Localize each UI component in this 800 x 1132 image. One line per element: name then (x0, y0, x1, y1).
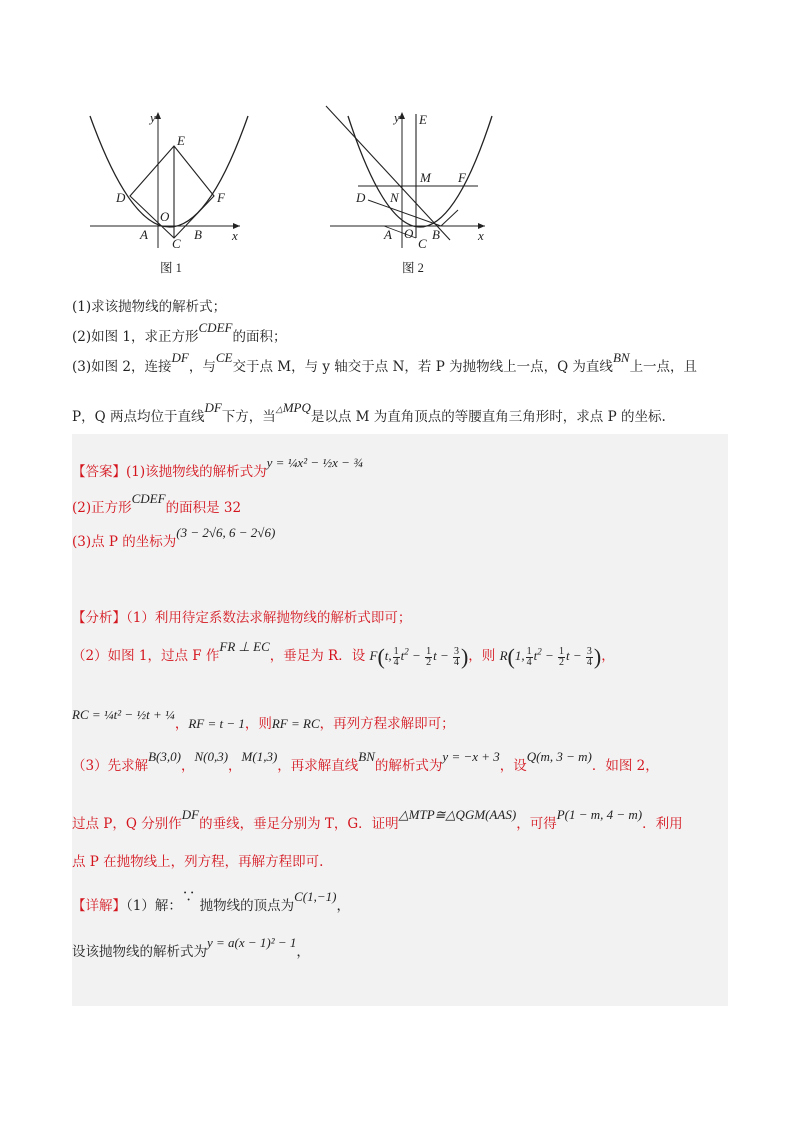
q2-math-cdef: CDEF (198, 320, 233, 335)
analysis-4-q: Q(m, 3 − m) (526, 749, 592, 764)
q2-text-post: 的面积； (232, 329, 287, 345)
analysis-4-m: M(1,3) (241, 749, 278, 764)
fig2-label-n: N (390, 190, 399, 205)
analysis-5a: 过点 P，Q 分别作 (72, 816, 182, 832)
fig1-label-e: E (177, 133, 185, 148)
analysis-2c: ，则 (468, 648, 496, 664)
q3-math-df-2: DF (204, 400, 222, 415)
fig2-label-f: F (458, 170, 466, 185)
figure-1 (80, 98, 250, 278)
fig2-label-e: E (419, 112, 427, 127)
fig1-label-x: x (232, 228, 238, 243)
fig1-label-d: D (116, 190, 126, 205)
detail-1-vertex: C(1,−1) (294, 889, 337, 904)
fig1-label-y: y (150, 110, 156, 125)
q3-text-g: 是以点 M 为直角顶点的等腰直角三角形时，求点 P 的坐标. (310, 409, 666, 425)
fig2-label-o: O (404, 226, 414, 241)
fig1-label-f: F (217, 190, 225, 205)
question-2 (72, 320, 287, 348)
analysis-4-b: B(3,0) (148, 749, 181, 764)
analysis-line-2: （2）如图 1，过点 F 作FR ⊥ EC，垂足为 R．设 F(t, $\frac{1}{4}$ $t^2$ − $\frac{1}{2}$ t − $\frac{3}{4}$ )，则 R(1, $\frac{1}{4}$ $t^2$ − $\frac{1}{2}$ t − $\frac{3}{4}$ )， (72, 639, 615, 670)
analysis-5c: ，可得 (516, 816, 557, 832)
question-3-line-2 (72, 400, 732, 429)
q3-text-b: ，与 (188, 359, 216, 375)
detail-line-1 (72, 889, 350, 914)
analysis-2-fr-perp-ec: FR ⊥ EC (219, 639, 270, 654)
fig1-label-o: O (160, 209, 170, 224)
analysis-2-point-f: F(t, $\frac{1}{4}$ $t^2$ − $\frac{1}{2}$ t − $\frac{3}{4}$ ) (369, 644, 469, 670)
analysis-5-congruence: △MTP≅△QGM(AAS) (398, 807, 517, 822)
analysis-line-4: （3）先求解B(3,0)，N(0,3)，M(1,3)，再求解直线BN的解析式为y = −x + 3，设Q(m, 3 − m)．如图 2， (72, 749, 659, 774)
analysis-5-df: DF (181, 807, 200, 822)
q3-math-ce: CE (215, 350, 233, 365)
detail-2-formula: y = a(x − 1)² − 1 (207, 935, 297, 950)
analysis-3-rf-eq-rc: RF = RC (271, 716, 320, 731)
analysis-2-point-r: R(1, $\frac{1}{4}$ $t^2$ − $\frac{1}{2}$ t − $\frac{3}{4}$ ) (499, 644, 602, 670)
figures (80, 98, 500, 278)
q3-math-mpq: △MPQ (275, 400, 311, 415)
answer-1-text: (1)该抛物线的解析式为 (126, 464, 267, 480)
q3-mpq-label: MPQ (282, 400, 311, 415)
fig2-label-a: A (384, 227, 392, 242)
analysis-5d: ．利用 (642, 816, 683, 832)
q3-math-bn: BN (612, 350, 630, 365)
question-3-line-1 (72, 350, 732, 378)
analysis-3-rf: RF = t − 1 (188, 716, 245, 731)
analysis-2a: （2）如图 1，过点 F 作 (72, 648, 220, 664)
fig2-label-d: D (356, 190, 366, 205)
analysis-4-n: N(0,3) (194, 749, 229, 764)
analysis-line-5 (72, 807, 683, 832)
fig2-label-c: C (418, 236, 427, 251)
answer-line-1 (72, 455, 363, 480)
analysis-4e: ．如图 2， (591, 758, 659, 774)
analysis-line-3: RC = ¼t² − ½t + ¼，RF = t − 1，则RF = RC，再列方程求解即可； (72, 707, 455, 732)
detail-line-2 (72, 935, 310, 960)
q3-math-df: DF (171, 350, 189, 365)
answer-2-math: CDEF (131, 491, 166, 506)
answer-2-pre: (2)正方形 (72, 500, 132, 516)
answer-3-pre: (3)点 P 的坐标为 (72, 534, 177, 550)
answer-1-math: y = ¼x² − ½x − ¾ (266, 455, 363, 470)
analysis-3b: ，再列方程求解即可； (319, 716, 455, 732)
answer-line-3 (72, 525, 276, 550)
answer-line-2 (72, 491, 242, 516)
fig2-label-x: x (478, 228, 484, 243)
analysis-4b: ，再求解直线 (277, 758, 359, 774)
analysis-1: （1）利用待定系数法求解抛物线的解析式即可； (126, 610, 412, 626)
fig1-label-c: C (172, 236, 181, 251)
analysis-tag: 【分析】 (72, 610, 126, 626)
figure-1-caption: 图 1 (160, 261, 182, 275)
answer-3-math: (3 − 2√6, 6 − 2√6) (176, 525, 276, 540)
analysis-5b: 的垂线，垂足分别为 T，G．证明 (199, 816, 399, 832)
analysis-line-6: 点 P 在抛物线上，列方程，再解方程即可. (72, 854, 324, 870)
because-symbol: ∵ (181, 889, 196, 905)
detail-tag: 【详解】 (72, 898, 126, 914)
q3-text-f: 下方，当 (221, 409, 276, 425)
detail-1c: ， (336, 898, 350, 914)
answer-2-post: 的面积是 32 (165, 500, 242, 516)
question-1: (1)求该抛物线的解析式； (72, 299, 227, 315)
detail-1a: （1）解： (126, 898, 182, 914)
detail-2a: 设该抛物线的解析式为 (72, 944, 207, 960)
figure-1-graph (80, 98, 250, 258)
fig2-label-m: M (420, 170, 431, 185)
detail-1b: 抛物线的顶点为 (199, 898, 295, 914)
q3-text-a: (3)如图 2，连接 (72, 359, 172, 375)
analysis-4-line: y = −x + 3 (442, 749, 500, 764)
figure-2-caption: 图 2 (402, 261, 424, 275)
analysis-4d: ，设 (499, 758, 527, 774)
detail-2b: ， (296, 944, 310, 960)
figure-2 (320, 98, 500, 278)
figure-2-graph (320, 98, 500, 258)
analysis-2b: ，垂足为 R．设 (269, 648, 366, 664)
fig1-label-b: B (194, 227, 202, 242)
q3-text-d: 上一点，且 (629, 359, 698, 375)
analysis-4-bn: BN (358, 749, 375, 764)
q3-text-e: P，Q 两点均位于直线 (72, 409, 205, 425)
answer-tag: 【答案】 (72, 464, 126, 480)
analysis-4a: （3）先求解 (72, 758, 149, 774)
q3-text-c: 交于点 M，与 y 轴交于点 N，若 P 为抛物线上一点，Q 为直线 (232, 359, 613, 375)
q2-text-pre: (2)如图 1，求正方形 (72, 329, 199, 345)
fig1-label-a: A (140, 227, 148, 242)
fig2-label-y: y (394, 110, 400, 125)
analysis-4c: 的解析式为 (374, 758, 443, 774)
analysis-3a: ，则 (244, 716, 272, 732)
analysis-3-rc: RC = ¼t² − ½t + ¼ (72, 707, 175, 722)
analysis-line-1 (72, 606, 411, 626)
solution-panel (72, 434, 728, 1006)
fig2-label-b: B (432, 227, 440, 242)
analysis-5-p: P(1 − m, 4 − m) (556, 807, 643, 822)
